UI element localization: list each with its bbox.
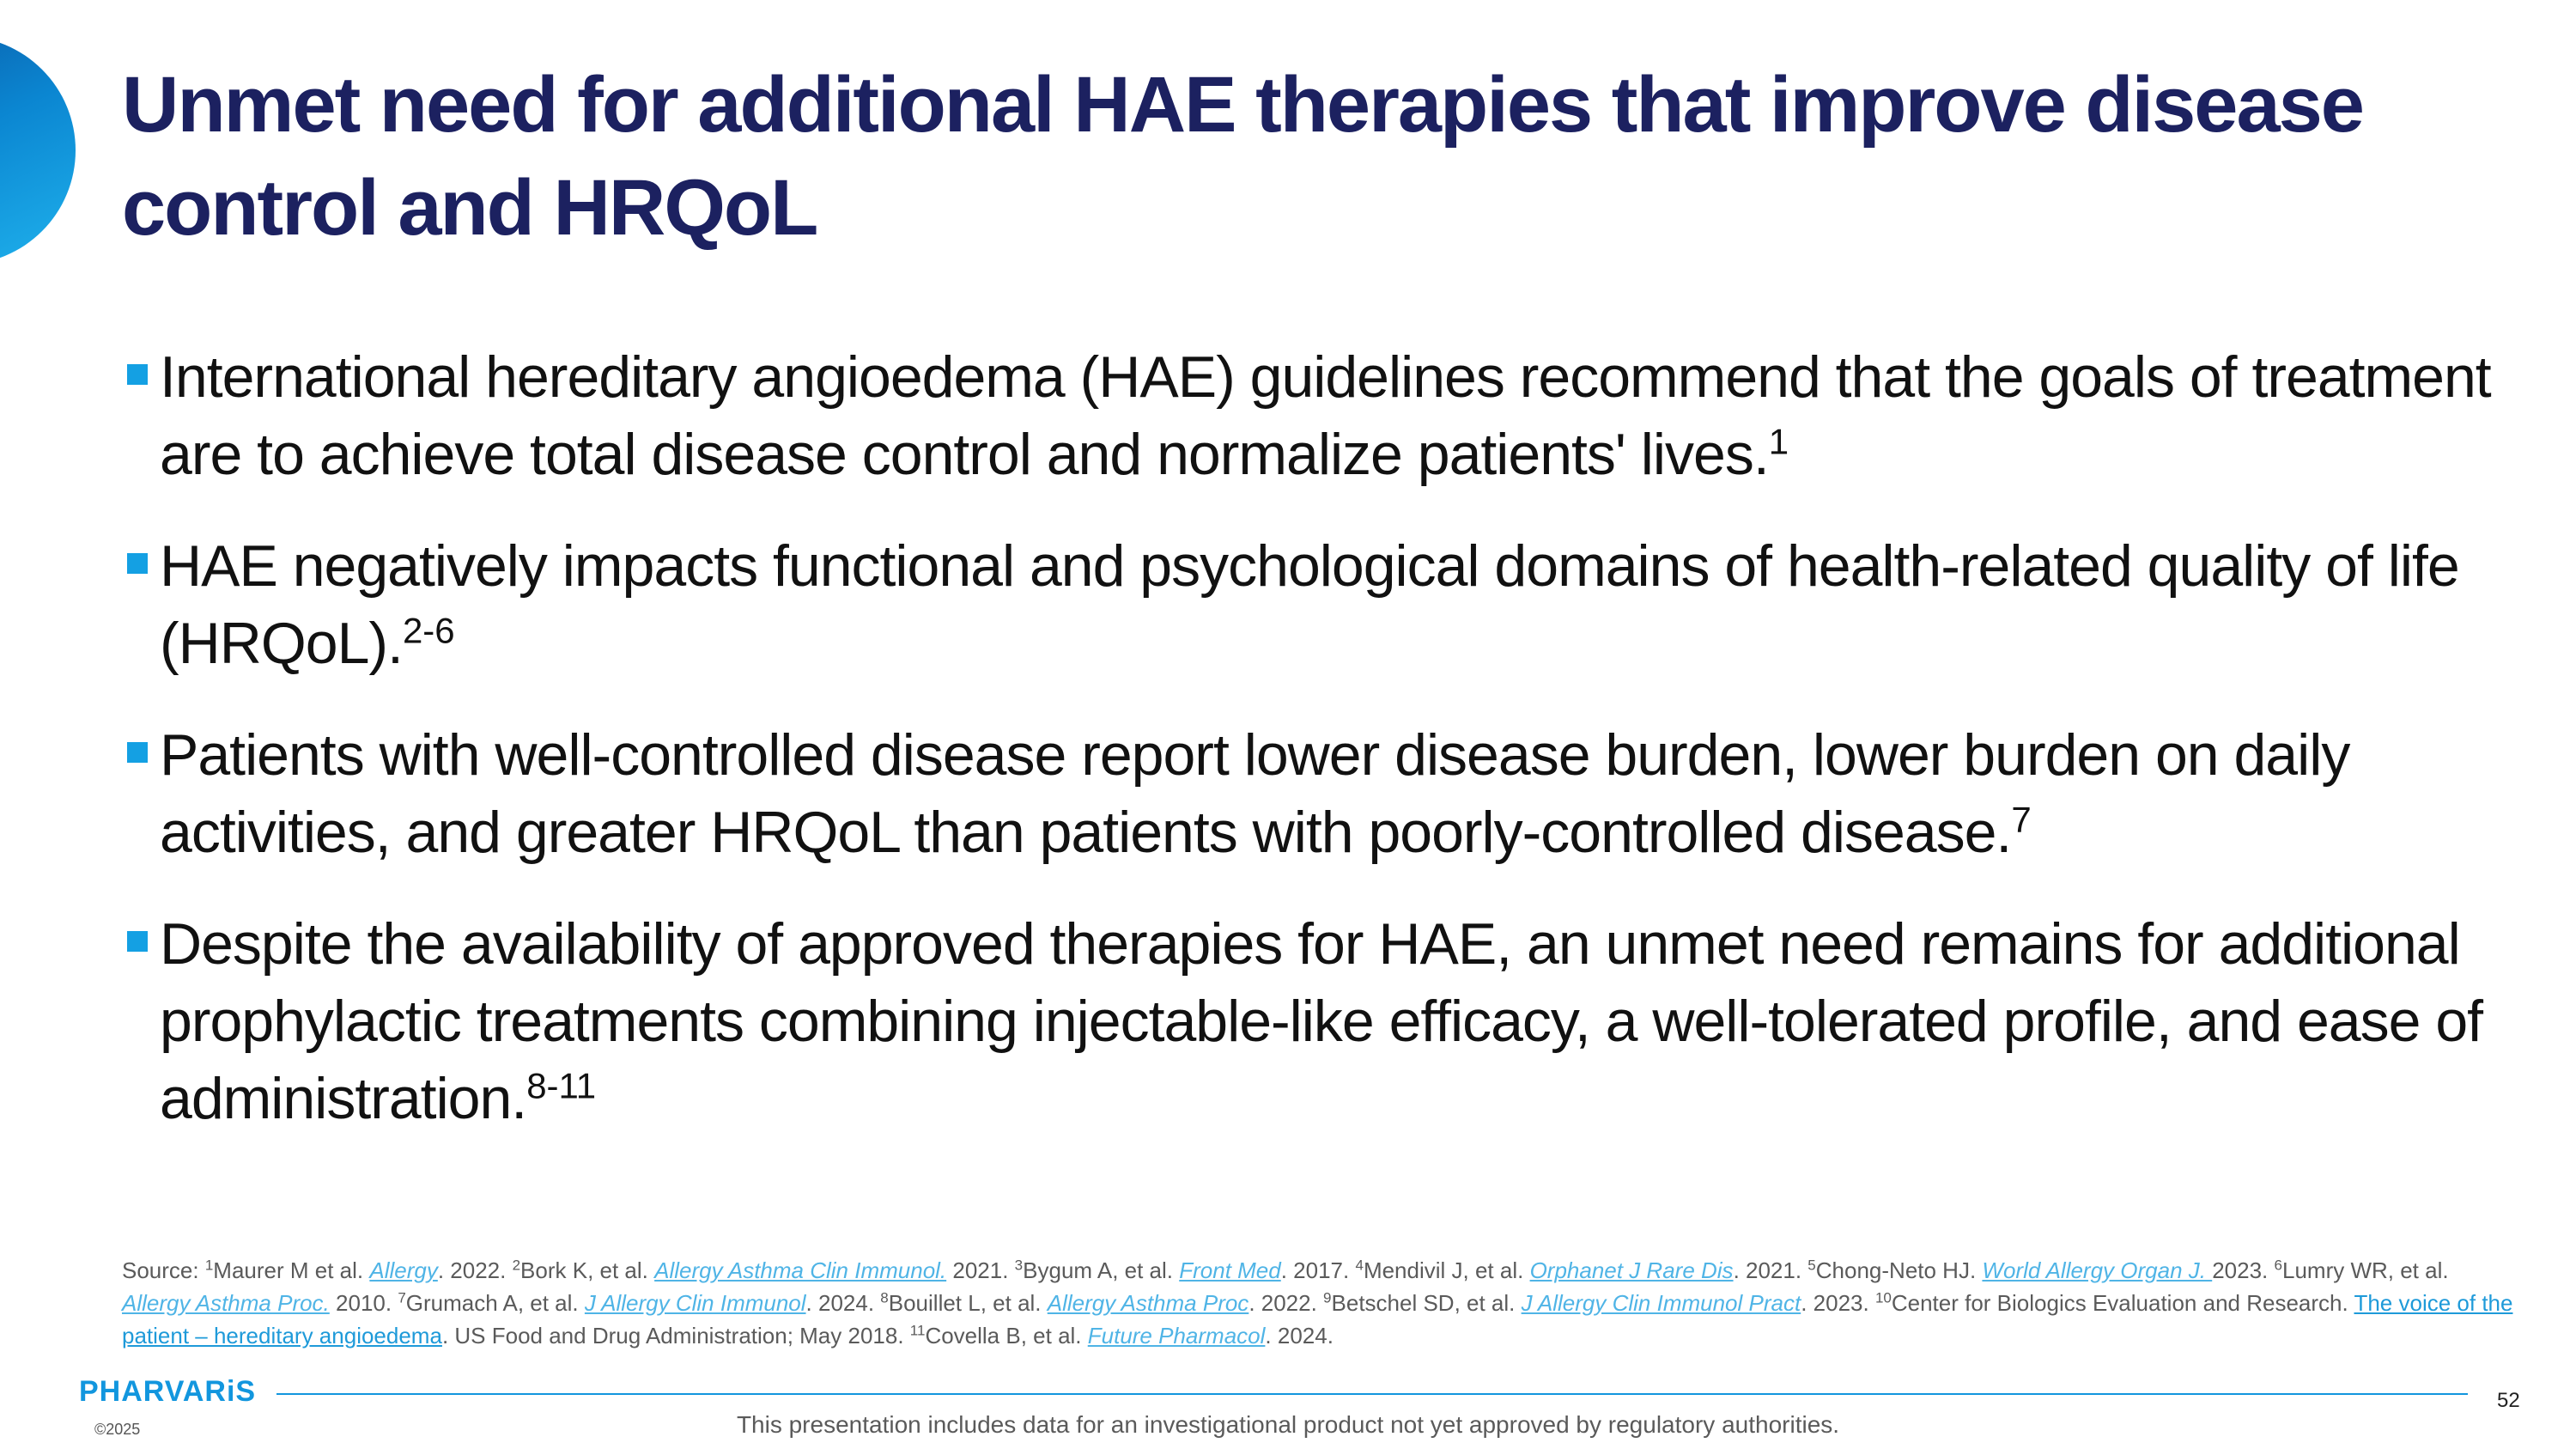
reference-detail: . 2024. [805,1290,881,1316]
fda-document-link[interactable]: The voice of the patient – hereditary angioedema [122,1290,2513,1349]
citation-superscript: 1 [1768,421,1789,462]
source-references [122,1254,2518,1352]
reference-author: Bygum A, et al. [1023,1257,1180,1283]
reference-number: 11 [909,1322,926,1339]
journal-link[interactable]: World Allergy Organ J. [1982,1257,2213,1283]
reference-number: 1 [204,1257,214,1274]
reference-detail: . 2017. [1280,1257,1356,1283]
citation-superscript: 7 [2011,799,2032,840]
reference-detail: 2021. [946,1257,1015,1283]
reference-number: 7 [398,1289,406,1306]
reference-author: Chong-Neto HJ. [1815,1257,1983,1283]
bullet-item [127,338,2523,493]
copyright-text: ©2025 [94,1421,141,1438]
footer-divider [276,1393,2468,1395]
reference-detail: . 2023. [1801,1290,1875,1316]
journal-link[interactable]: Allergy Asthma Clin Immunol. [654,1257,947,1283]
reference-number: 8 [880,1289,889,1306]
citation-superscript: 2-6 [402,610,455,651]
reference-number: 6 [2274,1257,2282,1274]
reference-author: Maurer M et al. [213,1257,370,1283]
bullet-item [127,716,2523,871]
journal-link[interactable]: J Allergy Clin Immunol Pract [1521,1290,1801,1316]
reference-number: 3 [1014,1257,1024,1274]
square-bullet-icon [127,931,148,952]
reference-number: 9 [1323,1289,1332,1306]
slide-title: Unmet need for additional HAE therapies that improve disease control and HRQoL [122,61,2363,252]
bullet-text: HAE negatively impacts functional and psychological domains of health-related quality of life (HRQoL). [160,533,2459,676]
page-number: 52 [2497,1389,2520,1412]
bullet-item [127,905,2523,1137]
bullet-list [127,338,2523,1172]
reference-number: 2 [512,1257,521,1274]
reference-author: Grumach A, et al. [405,1290,585,1316]
reference-number: 5 [1807,1257,1816,1274]
journal-link[interactable]: Allergy [369,1257,438,1283]
reference-author: Bork K, et al. [520,1257,655,1283]
square-bullet-icon [127,742,148,763]
journal-link[interactable]: J Allergy Clin Immunol [584,1290,806,1316]
bullet-text: International hereditary angioedema (HAE) guidelines recommend that the goals of treatment are to achieve total disease control and normalize patients' lives. [160,344,2491,487]
corner-decoration [0,36,76,265]
source-label: Source: [122,1257,205,1283]
reference-detail: . US Food and Drug Administration; May 2018. [441,1323,910,1349]
journal-link[interactable]: Orphanet J Rare Dis [1529,1257,1734,1283]
reference-author: Center for Biologics Evaluation and Research. [1891,1290,2354,1316]
reference-author: Covella B, et al. [925,1323,1088,1349]
square-bullet-icon [127,553,148,574]
reference-detail: . 2021. [1733,1257,1808,1283]
reference-author: Lumry WR, et al. [2281,1257,2449,1283]
square-bullet-icon [127,364,148,385]
reference-author: Betschel SD, et al. [1331,1290,1522,1316]
reference-number: 10 [1874,1289,1892,1306]
bullet-text: Despite the availability of approved therapies for HAE, an unmet need remains for additional prophylactic treatments combining injectable-like efficacy, a well-tolerated profile, and ease of administration. [160,911,2483,1131]
journal-link[interactable]: Front Med [1179,1257,1281,1283]
bullet-item [127,527,2523,682]
reference-number: 4 [1355,1257,1364,1274]
reference-detail: 2023. [2212,1257,2275,1283]
bullet-text: Patients with well-controlled disease report lower disease burden, lower burden on daily activities, and greater HRQoL than patients with poorly-controlled disease. [160,722,2350,865]
journal-link[interactable]: Allergy Asthma Proc. [122,1290,330,1316]
journal-link[interactable]: Allergy Asthma Proc [1047,1290,1249,1316]
citation-superscript: 8-11 [526,1065,597,1106]
regulatory-disclaimer: This presentation includes data for an investigational product not yet approved by regulatory authorities. [736,1411,1840,1438]
reference-author: Bouillet L, et al. [888,1290,1048,1316]
pharvaris-logo: PHARVARiS [79,1375,257,1408]
journal-link[interactable]: Future Pharmacol [1087,1323,1266,1349]
reference-detail: 2010. [329,1290,398,1316]
reference-detail: . 2022. [437,1257,513,1283]
reference-detail: . 2022. [1249,1290,1324,1316]
reference-author: Mendivil J, et al. [1363,1257,1530,1283]
reference-detail: . 2024. [1265,1323,1334,1349]
